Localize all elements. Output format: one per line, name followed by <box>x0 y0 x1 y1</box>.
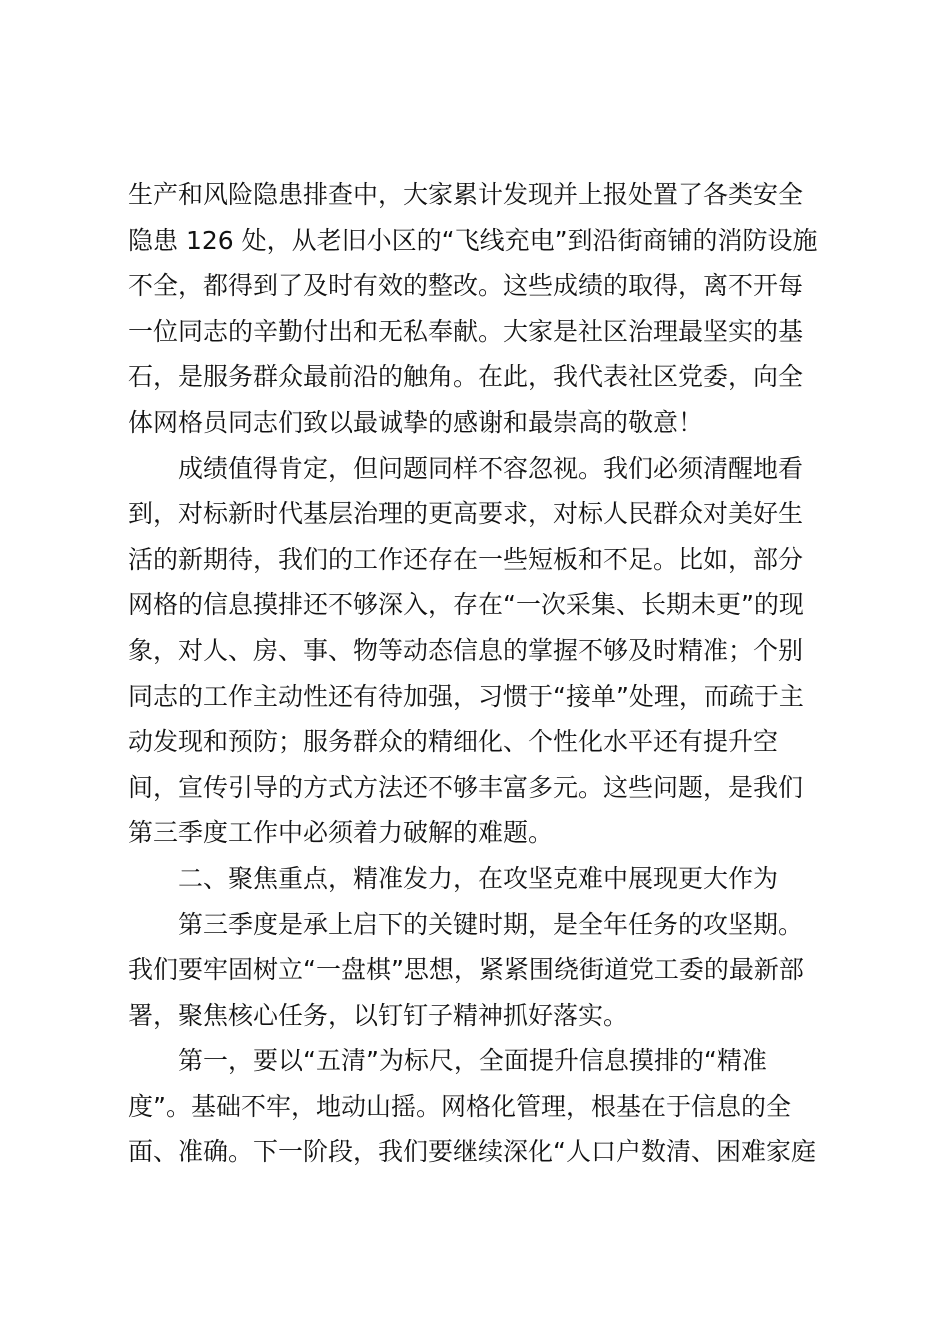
text-line: 面、准确。下一阶段，我们要继续深化“人口户数清、困难家庭 <box>128 1137 816 1167</box>
text-line: 不全，都得到了及时有效的整改。这些成绩的取得，离不开每 <box>128 271 804 301</box>
text-line: 同志的工作主动性还有待加强，习惯于“接单”处理，而疏于主 <box>128 681 804 711</box>
section-heading: 二、聚焦重点，精准发力，在攻坚克难中展现更大作为 <box>178 863 779 893</box>
text-line: 石，是服务群众最前沿的触角。在此，我代表社区党委，向全 <box>128 362 804 392</box>
text-line: 生产和风险隐患排查中，大家累计发现并上报处置了各类安全 <box>128 180 804 209</box>
text-line: 体网格员同志们致以最诚挚的感谢和最崇高的敬意！ <box>128 407 704 437</box>
paragraph-first-line: 第一，要以“五清”为标尺，全面提升信息摸排的“精准 <box>178 1046 767 1076</box>
text-line: 网格的信息摸排还不够深入，存在“一次采集、长期未更”的现 <box>128 590 804 620</box>
text-line: 象，对人、房、事、物等动态信息的掌握不够及时精准；个别 <box>128 635 804 665</box>
text-line: 一位同志的辛勤付出和无私奉献。大家是社区治理最坚实的基 <box>128 316 804 346</box>
paragraph-first-line: 成绩值得肯定，但问题同样不容忽视。我们必须清醒地看 <box>178 453 804 483</box>
text-line: 活的新期待，我们的工作还存在一些短板和不足。比如，部分 <box>128 544 804 574</box>
text-line: 到，对标新时代基层治理的更高要求，对标人民群众对美好生 <box>128 499 804 529</box>
text-line: 度”。基础不牢，地动山摇。网格化管理，根基在于信息的全 <box>128 1091 791 1121</box>
text-line: 隐患 126 处，从老旧小区的“飞线充电”到沿街商铺的消防设施 <box>128 225 818 255</box>
paragraph-first-line: 第三季度是承上启下的关键时期，是全年任务的攻坚期。 <box>178 909 804 939</box>
text-line: 间，宣传引导的方式方法还不够丰富多元。这些问题，是我们 <box>128 772 804 802</box>
body-text <box>128 172 833 1175</box>
text-line: 动发现和预防；服务群众的精细化、个性化水平还有提升空 <box>128 727 779 757</box>
text-line: 第三季度工作中必须着力破解的难题。 <box>128 818 554 848</box>
text-line: 署，聚焦核心任务，以钉钉子精神抓好落实。 <box>128 1000 629 1030</box>
text-line: 我们要牢固树立“一盘棋”思想，紧紧围绕街道党工委的最新部 <box>128 955 804 985</box>
